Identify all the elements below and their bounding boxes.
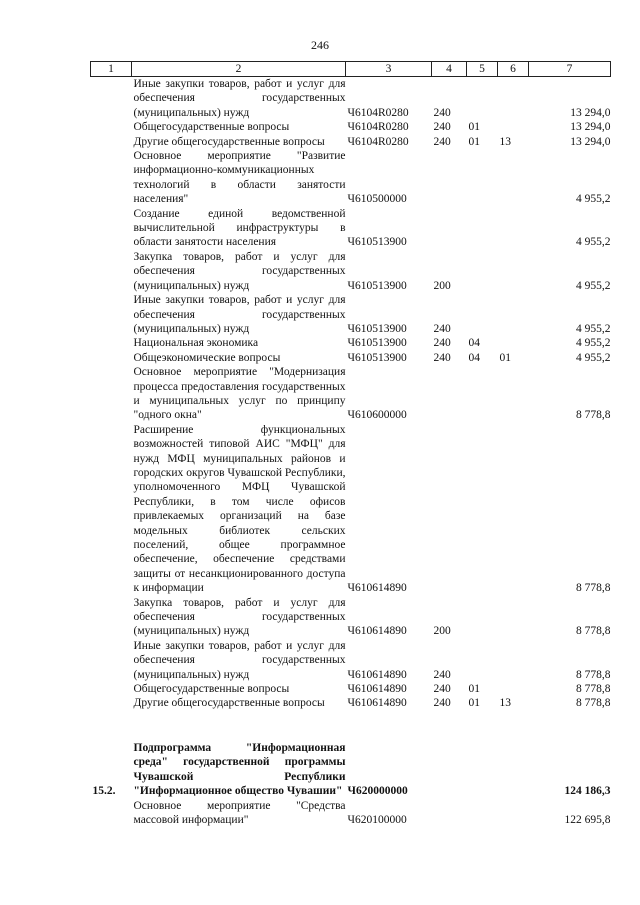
row-section: 01 bbox=[468, 697, 480, 710]
row-section: 04 bbox=[468, 337, 480, 350]
row-name: Другие общегосударственные вопросы bbox=[133, 135, 325, 148]
row-code: Ч610513900 bbox=[347, 322, 407, 335]
row-number bbox=[91, 77, 132, 121]
table-row bbox=[91, 799, 611, 828]
table-row bbox=[91, 336, 611, 350]
table-row bbox=[91, 149, 611, 207]
header-col-5: 5 bbox=[467, 62, 498, 77]
row-subsection bbox=[498, 336, 529, 350]
row-name: Другие общегосударственные вопросы bbox=[133, 697, 325, 710]
row-amount: 122 695,8 bbox=[564, 813, 611, 826]
row-section bbox=[467, 423, 498, 596]
row-amount: 8 778,8 bbox=[576, 697, 611, 710]
page-number: 246 bbox=[311, 38, 329, 52]
row-expense-type: 240 bbox=[433, 106, 451, 119]
row-name: Создание единой ведомственной вычислительной инфраструктуры в области занятости населения bbox=[133, 207, 346, 249]
row-code: Ч6104R0280 bbox=[347, 135, 409, 148]
row-section: 01 bbox=[468, 121, 480, 134]
row-number bbox=[91, 120, 132, 134]
row-number bbox=[91, 596, 132, 639]
row-section bbox=[467, 207, 498, 250]
row-amount: 4 955,2 bbox=[576, 193, 611, 206]
row-name: Закупка товаров, работ и услуг для обеспечения государственных (муниципальных) нужд bbox=[133, 250, 346, 292]
row-subsection: 13 bbox=[499, 697, 511, 710]
row-amount: 13 294,0 bbox=[570, 135, 611, 148]
row-number bbox=[91, 351, 132, 365]
row-amount: 8 778,8 bbox=[576, 582, 611, 595]
row-number bbox=[91, 250, 132, 293]
row-subsection bbox=[498, 639, 529, 682]
table-row bbox=[91, 293, 611, 336]
row-subsection bbox=[498, 741, 529, 799]
row-number bbox=[91, 799, 132, 828]
row-number bbox=[91, 639, 132, 682]
row-number bbox=[91, 696, 132, 710]
row-section bbox=[467, 639, 498, 682]
row-amount: 8 778,8 bbox=[576, 668, 611, 681]
table-row bbox=[91, 207, 611, 250]
table-row bbox=[91, 639, 611, 682]
table-row bbox=[91, 77, 611, 121]
row-code: Ч6104R0280 bbox=[347, 106, 409, 119]
row-number: 15.2. bbox=[92, 785, 116, 798]
table-row bbox=[91, 135, 611, 149]
header-col-3: 3 bbox=[346, 62, 432, 77]
table-row bbox=[91, 250, 611, 293]
row-subsection bbox=[498, 365, 529, 423]
header-row bbox=[91, 62, 611, 77]
header-col-6: 6 bbox=[498, 62, 529, 77]
row-section bbox=[467, 77, 498, 121]
row-expense-type bbox=[432, 365, 467, 423]
header-col-4: 4 bbox=[432, 62, 467, 77]
row-code: Ч610500000 bbox=[347, 193, 407, 206]
row-amount: 8 778,8 bbox=[576, 625, 611, 638]
table-row bbox=[91, 596, 611, 639]
row-name: Основное мероприятие "Средства массовой информации" bbox=[133, 799, 346, 826]
row-section bbox=[467, 293, 498, 336]
row-name: Закупка товаров, работ и услуг для обеспечения государственных (муниципальных) нужд bbox=[133, 596, 346, 638]
row-amount: 4 955,2 bbox=[576, 322, 611, 335]
row-section bbox=[467, 596, 498, 639]
row-subsection bbox=[498, 207, 529, 250]
table-row bbox=[91, 351, 611, 365]
row-expense-type: 200 bbox=[433, 279, 451, 292]
row-amount: 4 955,2 bbox=[576, 351, 611, 364]
table-row bbox=[91, 696, 611, 710]
row-amount: 124 186,3 bbox=[564, 785, 611, 798]
row-name: Подпрограмма "Информационная среда" государственной программы Чувашской Республики "Информационное общество Чувашии" bbox=[133, 741, 346, 798]
row-expense-type: 200 bbox=[433, 625, 451, 638]
row-code: Ч610614890 bbox=[347, 697, 407, 710]
row-number bbox=[91, 682, 132, 696]
row-code: Ч610513900 bbox=[347, 279, 407, 292]
row-subsection bbox=[498, 799, 529, 828]
row-expense-type: 240 bbox=[433, 683, 451, 696]
row-code: Ч6104R0280 bbox=[347, 121, 409, 134]
row-code: Ч610614890 bbox=[347, 683, 407, 696]
row-number bbox=[91, 423, 132, 596]
row-expense-type bbox=[432, 799, 467, 828]
row-code: Ч620100000 bbox=[347, 813, 407, 826]
row-name: Основное мероприятие "Модернизация процесса предоставления государственных и муниципальных услуг по принципу "одного окна" bbox=[133, 366, 346, 422]
row-amount: 13 294,0 bbox=[570, 121, 611, 134]
row-expense-type: 240 bbox=[433, 337, 451, 350]
row-code: Ч610513900 bbox=[347, 236, 407, 249]
row-expense-type: 240 bbox=[433, 351, 451, 364]
row-name: Общегосударственные вопросы bbox=[133, 121, 290, 134]
table-row bbox=[91, 423, 611, 596]
row-expense-type bbox=[432, 741, 467, 799]
row-subsection bbox=[498, 293, 529, 336]
row-section: 01 bbox=[468, 135, 480, 148]
row-name: Основное мероприятие "Развитие информационно-коммуникационных технологий в области занятости населения" bbox=[133, 150, 346, 206]
row-amount: 8 778,8 bbox=[576, 409, 611, 422]
row-section bbox=[467, 799, 498, 828]
row-name: Иные закупки товаров, работ и услуг для обеспечения государственных (муниципальных) нужд bbox=[133, 639, 346, 681]
row-expense-type: 240 bbox=[433, 668, 451, 681]
row-amount: 13 294,0 bbox=[570, 106, 611, 119]
row-section: 04 bbox=[468, 351, 480, 364]
row-code: Ч610614890 bbox=[347, 668, 407, 681]
row-subsection bbox=[498, 423, 529, 596]
spacer-cell bbox=[91, 711, 611, 741]
row-subsection bbox=[498, 120, 529, 134]
row-section bbox=[467, 741, 498, 799]
row-name: Национальная экономика bbox=[133, 337, 259, 350]
row-expense-type: 240 bbox=[433, 135, 451, 148]
row-number bbox=[91, 293, 132, 336]
row-number bbox=[91, 336, 132, 350]
row-subsection bbox=[498, 596, 529, 639]
row-expense-type: 240 bbox=[433, 322, 451, 335]
row-amount: 4 955,2 bbox=[576, 279, 611, 292]
table-row bbox=[91, 682, 611, 696]
row-code: Ч610600000 bbox=[347, 409, 407, 422]
row-name: Расширение функциональных возможностей типовой АИС "МФЦ" для нужд МФЦ муниципальных районов и городских округов Чувашской Республики, уполномоченного МФЦ Чувашской Республики, в том числе офисов привлекаемых организаций на базе модельных библиотек сельских поселений, общее программное обеспечение, обеспечение средствами защиты от несанкционированного доступа к информации bbox=[133, 423, 346, 595]
row-code: Ч610614890 bbox=[347, 582, 407, 595]
row-subsection bbox=[498, 682, 529, 696]
row-name: Общегосударственные вопросы bbox=[133, 683, 290, 696]
row-code: Ч610513900 bbox=[347, 337, 407, 350]
table-row bbox=[91, 365, 611, 423]
row-name: Иные закупки товаров, работ и услуг для обеспечения государственных (муниципальных) нужд bbox=[133, 294, 346, 335]
spacer-row bbox=[91, 711, 611, 741]
row-amount: 8 778,8 bbox=[576, 683, 611, 696]
row-subsection bbox=[498, 77, 529, 121]
row-code: Ч610513900 bbox=[347, 351, 407, 364]
row-code: Ч610614890 bbox=[347, 625, 407, 638]
row-expense-type bbox=[432, 423, 467, 596]
row-subsection: 13 bbox=[499, 135, 511, 148]
row-amount: 4 955,2 bbox=[576, 236, 611, 249]
row-section: 01 bbox=[468, 683, 480, 696]
row-number bbox=[91, 149, 132, 207]
row-subsection: 01 bbox=[499, 351, 511, 364]
row-code: Ч620000000 bbox=[347, 785, 408, 798]
row-section bbox=[467, 149, 498, 207]
row-expense-type bbox=[432, 149, 467, 207]
row-subsection bbox=[498, 149, 529, 207]
header-col-2: 2 bbox=[132, 62, 346, 77]
row-name: Иные закупки товаров, работ и услуг для обеспечения государственных (муниципальных) нужд bbox=[133, 78, 346, 119]
row-expense-type: 240 bbox=[433, 121, 451, 134]
header-col-7: 7 bbox=[529, 62, 611, 77]
row-amount: 4 955,2 bbox=[576, 337, 611, 350]
budget-table bbox=[90, 61, 611, 827]
table-row bbox=[91, 120, 611, 134]
table-row bbox=[91, 741, 611, 799]
row-number bbox=[91, 135, 132, 149]
row-expense-type: 240 bbox=[433, 697, 451, 710]
row-expense-type bbox=[432, 207, 467, 250]
row-section bbox=[467, 250, 498, 293]
row-number bbox=[91, 365, 132, 423]
header-col-1: 1 bbox=[91, 62, 132, 77]
row-number bbox=[91, 207, 132, 250]
row-name: Общеэкономические вопросы bbox=[133, 351, 281, 364]
row-section bbox=[467, 365, 498, 423]
row-subsection bbox=[498, 250, 529, 293]
